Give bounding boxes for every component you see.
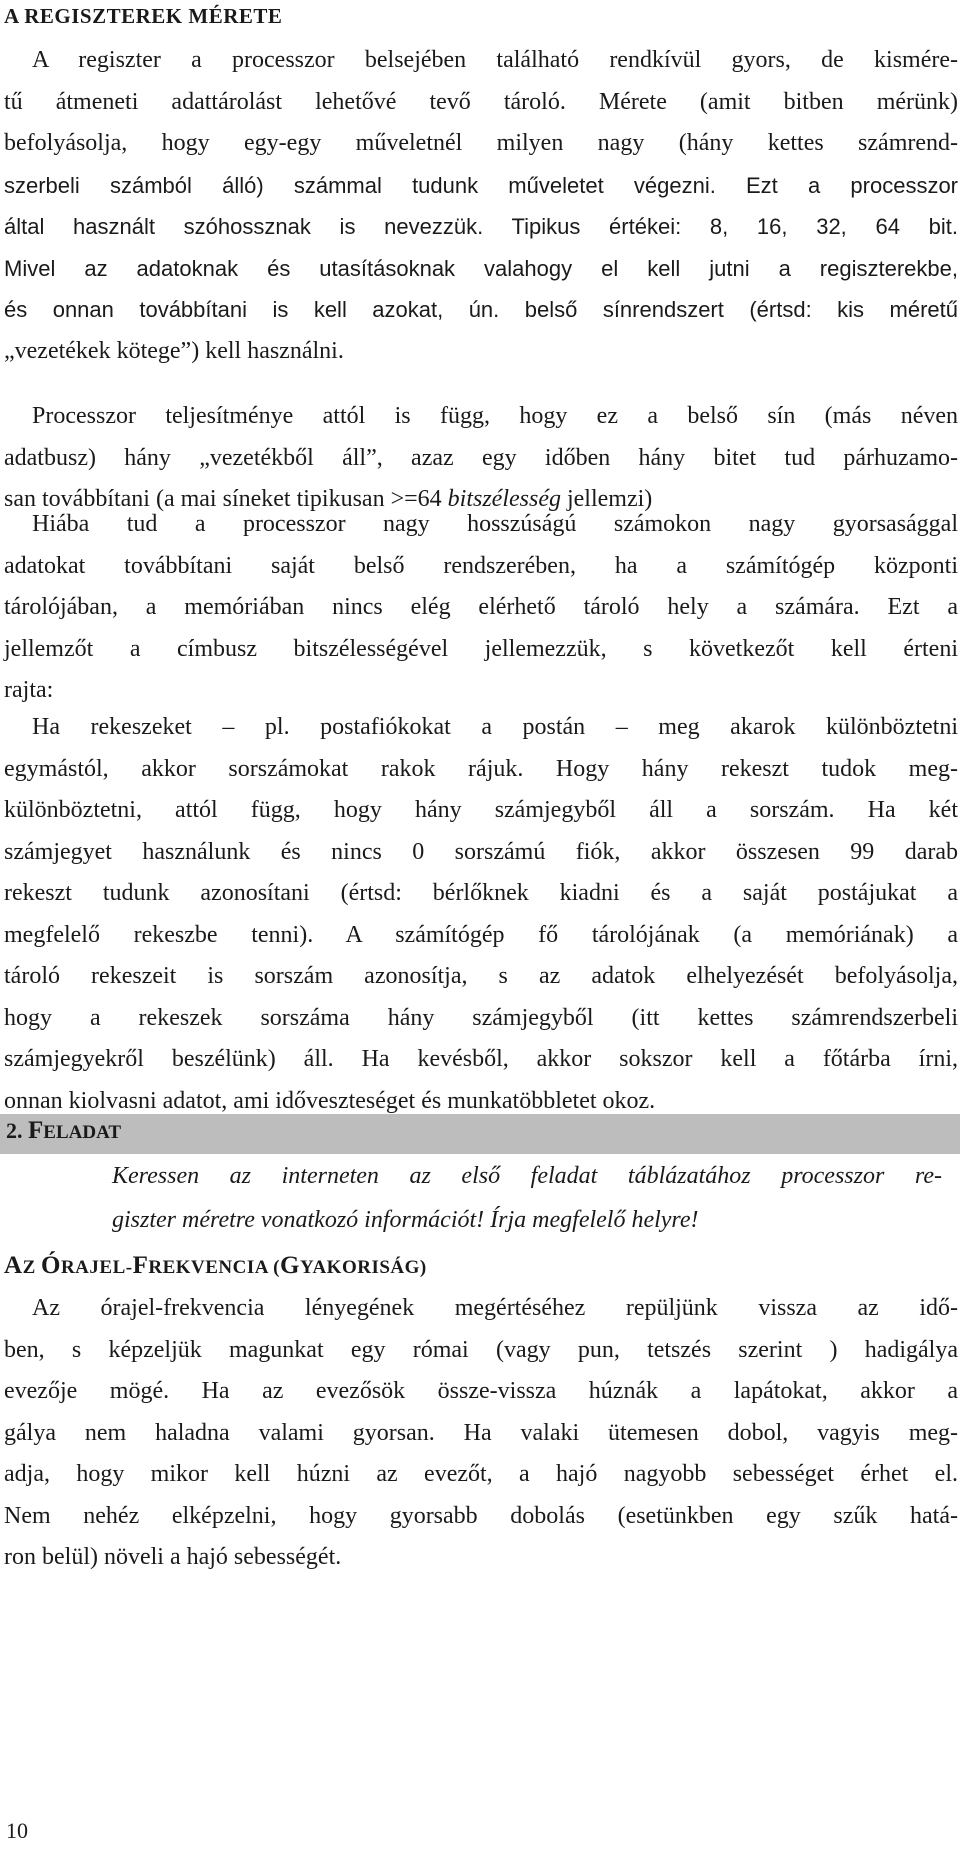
text-line: giszter méretre vonatkozó információt! Írja megfelelő helyre! <box>112 1207 699 1233</box>
task-title-initial: F <box>28 1117 44 1144</box>
section-heading-registers <box>4 4 282 29</box>
text-line: gálya nem haladna valami gyorsan. Ha valaki ütemesen dobol, vagyis meg- <box>4 1419 958 1446</box>
paragraph-clock-frequency <box>4 1288 958 1579</box>
paragraph-processor-performance <box>4 396 958 521</box>
text-line: „vezetékek kötege”) kell használni. <box>4 337 344 364</box>
paragraph-address-bus <box>4 504 958 712</box>
text-line: adja, hogy mikor kell húzni az evezőt, a hajó nagyobb sebességet érhet el. <box>4 1461 958 1487</box>
text-line: egymástól, akkor sorszámokat rakok rájuk. Hogy hány rekeszt tudok meg- <box>4 755 958 782</box>
heading-part: Ó <box>41 1252 61 1279</box>
text-line: különböztetni, attól függ, hogy hány számjegyből áll a sorszám. Ha két <box>4 797 958 823</box>
text-line: evezője mögé. Ha az evezősök össze-vissza húznák a lapátokat, akkor a <box>4 1378 958 1404</box>
text-line: Nem nehéz elképzelni, hogy gyorsabb dobolás (esetünkben egy szűk hatá- <box>4 1502 958 1529</box>
text-line: számjegyet használunk és nincs 0 sorszámú fiók, akkor összesen 99 darab <box>4 838 958 865</box>
text-line: jellemzőt a címbusz bitszélességével jellemezzük, s következőt kell érteni <box>4 635 958 662</box>
task-title <box>6 1117 121 1145</box>
heading-part: Z <box>22 1257 41 1278</box>
text-line: tároló rekeszeit is sorszám azonosítja, s az adatok elhelyezését befolyásolja, <box>4 963 958 989</box>
heading-part: A <box>4 1252 23 1279</box>
text-line: tárolójában, a memóriában nincs elég elérhető tároló hely a számára. Ezt a <box>4 594 958 620</box>
text-line: által használt szóhossznak is nevezzük. Tipikus értékei: 8, 16, 32, 64 bit. <box>4 214 958 239</box>
heading-part: F <box>132 1252 149 1279</box>
text-line: befolyásolja, hogy egy-egy műveletnél milyen nagy (hány kettes számrend- <box>4 130 958 156</box>
section-heading-clock <box>4 1252 427 1280</box>
text-line: számjegyekről beszélünk) áll. Ha kevésből, akkor sokszor kell a főtárba írni, <box>4 1046 958 1072</box>
text-line: szerbeli számból álló) számmal tudunk műveletet végezni. Ezt a processzor <box>4 172 958 198</box>
text-line: adatokat továbbítani saját belső rendszerében, ha a számítógép központi <box>4 552 958 579</box>
text-line: rajta: <box>4 677 54 703</box>
text-line: ben, s képzeljük magunkat egy római (vagy pun, tetszés szerint ) hadigálya <box>4 1336 958 1363</box>
emphasis-term: bitszélesség <box>447 486 561 512</box>
heading-part: REKVENCIA ( <box>148 1257 281 1278</box>
text-line: A regiszter a processzor belsejében található rendkívül gyors, de kismére- <box>32 47 958 73</box>
task-header-bar <box>0 1114 960 1154</box>
paragraph-registers-intro <box>4 40 958 372</box>
text-line: ron belül) növeli a hajó sebességét. <box>4 1544 342 1570</box>
text-line: san továbbítani (a mai síneket tipikusan >=64 bitszélesség jellemzi) <box>4 486 653 512</box>
paragraph-mailbox-analogy <box>4 707 958 1122</box>
text-line: és onnan továbbítani is kell azokat, ún. belső sínrendszert (értsd: kis méretű <box>4 297 958 322</box>
text-line: rekeszt tudunk azonosítani (értsd: bérlőknek kiadni és a saját postájukat a <box>4 880 958 906</box>
heading-text: A REGISZTEREK MÉRETE <box>4 4 283 28</box>
text-line: Ha rekeszeket – pl. postafiókokat a postán – meg akarok különböztetni <box>32 714 958 740</box>
task-title-rest: ELADAT <box>43 1122 122 1143</box>
text-line: onnan kiolvasni adatot, ami időveszteséget és munkatöbbletet okoz. <box>4 1087 656 1114</box>
text-line: hogy a rekeszek sorszáma hány számjegyből (itt kettes számrendszerbeli <box>4 1004 958 1031</box>
text-line: Az órajel-frekvencia lényegének megértéséhez repüljünk vissza az idő- <box>32 1295 958 1321</box>
heading-part: RAJEL- <box>60 1257 133 1278</box>
text-line: Processzor teljesítménye attól is függ, hogy ez a belső sín (más néven <box>32 403 958 429</box>
text-line: adatbusz) hány „vezetékből áll”, azaz egy időben hány bitet tud párhuzamo- <box>4 444 958 471</box>
text-line: megfelelő rekeszbe tenni). A számítógép fő tárolójának (a memóriának) a <box>4 921 958 948</box>
page-number: 10 <box>6 1818 28 1843</box>
heading-part: G <box>280 1252 300 1279</box>
text-line: Hiába tud a processzor nagy hosszúságú számokon nagy gyorsasággal <box>32 511 958 537</box>
text-line: tű átmeneti adattárolást lehetővé tevő tároló. Mérete (amit bitben mérünk) <box>4 88 958 115</box>
task-number: 2. <box>6 1118 23 1143</box>
heading-part: YAKORISÁG) <box>299 1257 427 1278</box>
task-instruction <box>112 1154 942 1242</box>
text-line: Mivel az adatoknak és utasításoknak valahogy el kell jutni a regiszterekbe, <box>4 255 958 281</box>
text-line: Keressen az interneten az első feladat táblázatához processzor re- <box>112 1163 942 1189</box>
